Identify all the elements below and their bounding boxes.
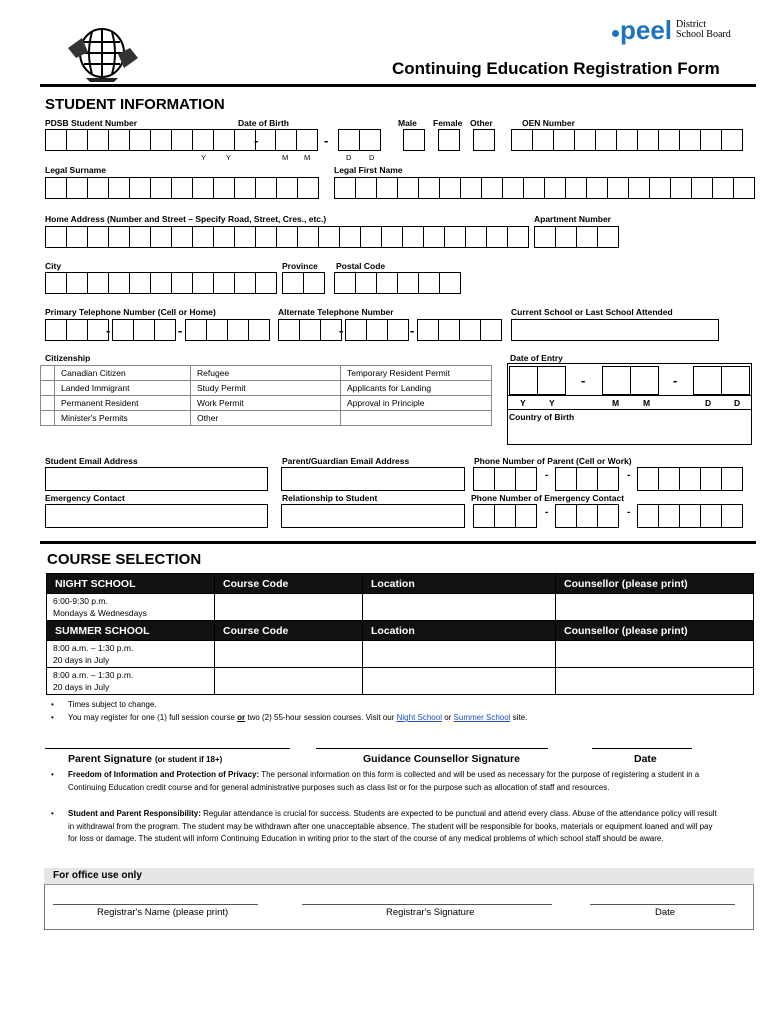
- surname-label: Legal Surname: [45, 165, 106, 175]
- relationship-label: Relationship to Student: [282, 493, 378, 503]
- phone-prefix-input[interactable]: [112, 319, 175, 341]
- dash: -: [545, 507, 549, 518]
- summer-time: 8:00 a.m. – 1:30 p.m.: [53, 643, 134, 653]
- citizenship-option: Work Permit: [191, 396, 341, 411]
- firstname-label: Legal First Name: [334, 165, 403, 175]
- oen-number-input[interactable]: [511, 129, 742, 151]
- parent-email-label: Parent/Guardian Email Address: [282, 456, 410, 466]
- student-section-title: STUDENT INFORMATION: [45, 96, 225, 113]
- emergency-phone-prefix-input[interactable]: [555, 504, 618, 528]
- parent-email-input[interactable]: [281, 467, 465, 491]
- entry-month-input[interactable]: [602, 366, 658, 395]
- address-label: Home Address (Number and Street – Specify Road, Street, Cres., etc.): [45, 214, 327, 224]
- parent-signature-line[interactable]: [45, 748, 290, 749]
- citizenship-option: Canadian Citizen: [55, 366, 191, 381]
- dash: -: [106, 323, 111, 338]
- office-date-line[interactable]: [590, 904, 735, 905]
- citizenship-row: [41, 366, 492, 381]
- phone-label: Primary Telephone Number (Cell or Home): [45, 307, 216, 317]
- city-label: City: [45, 261, 62, 271]
- parent-sig-text: Parent Signature: [68, 753, 153, 765]
- student-email-input[interactable]: [45, 467, 268, 491]
- counsellor-input[interactable]: [556, 668, 754, 695]
- entry-d-hint: D: [705, 398, 712, 408]
- dob-d-hint: D: [369, 153, 375, 162]
- country-rule: [507, 409, 752, 410]
- citizenship-row: [41, 396, 492, 411]
- emergency-contact-input[interactable]: [45, 504, 268, 528]
- other-label: Other: [470, 118, 493, 128]
- citizenship-table: [40, 365, 492, 426]
- legal-first-name-input[interactable]: [334, 177, 754, 199]
- col-course-code: Course Code: [215, 574, 363, 594]
- parent-sig-note: (or student if 18+): [154, 755, 223, 764]
- registrar-name-label: Registrar's Name (please print): [97, 907, 229, 918]
- peel-logo: [612, 16, 731, 44]
- form-title: Continuing Education Registration Form: [392, 59, 720, 78]
- privacy-title: Freedom of Information and Protection of Privacy:: [68, 770, 260, 779]
- postal-code-input[interactable]: [334, 272, 460, 294]
- dob-d-hint: D: [346, 153, 352, 162]
- alt-phone-area-input[interactable]: [278, 319, 344, 341]
- note-or: or: [237, 713, 246, 722]
- school-label: Current School or Last School Attended: [511, 307, 673, 317]
- responsibility-paragraph: • Student and Parent Responsibility: Regular attendance is crucial for success. Students are expected to be punctual and attend every class. Abuse of the attendance policy will result in withdrawal from the program. The student may be withdrawn after one unacceptable absence. The student will be responsible for books, materials or equipment loaned and will pay for loss or damage. The student will inform Continuing Education in writing prior to the start of the course of any medical problems of which school staff should be aware.: [51, 809, 717, 844]
- alt-phone-line-input[interactable]: [417, 319, 501, 341]
- note-text: or: [441, 713, 454, 722]
- night-time: 6:00-9:30 p.m.: [53, 596, 108, 606]
- responsibility-text: Regular attendance is crucial for success. Students are expected to be punctual and attend every class. Abuse of the attendance policy will result in withdrawal from the program. The student may be withdrawn after one unacceptable absence. The student will be responsible for books, materials or equipment loaned and will pay for loss or damage. The student will inform Continuing Education in writing prior to the start of the course of any medical problems of which school staff should be aware.: [68, 809, 717, 844]
- note-text: site.: [510, 713, 528, 722]
- country-label: Country of Birth: [509, 412, 575, 422]
- dob-day-input[interactable]: [338, 129, 380, 151]
- brand-sub1: District: [676, 19, 707, 30]
- counsellor-input[interactable]: [556, 594, 754, 621]
- col-location: Location: [363, 574, 556, 594]
- date-line[interactable]: [592, 748, 692, 749]
- title-rule: [40, 84, 756, 87]
- citizenship-option: Applicants for Landing: [341, 381, 492, 396]
- summer-days: 20 days in July: [53, 655, 110, 665]
- course-code-input[interactable]: [215, 641, 363, 668]
- entry-day-input[interactable]: [693, 366, 749, 395]
- registrar-signature-line[interactable]: [302, 904, 552, 905]
- location-input[interactable]: [363, 594, 556, 621]
- citizenship-row: [41, 381, 492, 396]
- entry-m-hint: M: [612, 398, 620, 408]
- parent-signature-label: [68, 753, 222, 765]
- pdsb-number-input[interactable]: [45, 129, 192, 151]
- postal-label: Postal Code: [336, 261, 386, 271]
- night-school-header: NIGHT SCHOOL: [47, 574, 215, 594]
- oen-label: OEN Number: [522, 118, 575, 128]
- office-use-header: [44, 868, 754, 885]
- alt-phone-prefix-input[interactable]: [345, 319, 408, 341]
- relationship-input[interactable]: [281, 504, 465, 528]
- entry-y-hint: Y: [520, 398, 526, 408]
- citizenship-checkbox[interactable]: [41, 366, 55, 381]
- privacy-paragraph: • Freedom of Information and Protection of Privacy: The personal information on this form is collected and will be used as necessary for the purpose of registering a student in a Continuing Education credit course and for general administrative purposes such as class list or for the purpose such as allocation of staff and resources.: [51, 770, 700, 792]
- col-counsellor: Counsellor (please print): [556, 574, 754, 594]
- email-label: Student Email Address: [45, 456, 138, 466]
- male-checkbox[interactable]: [403, 129, 424, 151]
- entry-hint-rule: [507, 395, 752, 396]
- guidance-signature-line[interactable]: [316, 748, 548, 749]
- registrar-name-line[interactable]: [53, 904, 258, 905]
- dash: -: [324, 133, 329, 148]
- citizenship-option: Other: [191, 411, 341, 426]
- dob-label: Date of Birth: [238, 118, 289, 128]
- location-input[interactable]: [363, 668, 556, 695]
- citizenship-option: [341, 411, 492, 426]
- phone-line-input[interactable]: [185, 319, 269, 341]
- citizenship-option: Permanent Resident: [55, 396, 191, 411]
- parent-phone-line-input[interactable]: [637, 467, 742, 491]
- dash: -: [627, 470, 631, 481]
- citizenship-checkbox[interactable]: [41, 381, 55, 396]
- citizenship-label: Citizenship: [45, 353, 91, 363]
- responsibility-title: Student and Parent Responsibility:: [68, 809, 201, 818]
- dob-y-hint: Y: [226, 153, 232, 162]
- summer-school-link[interactable]: Summer School: [453, 713, 511, 722]
- section-rule: [40, 541, 756, 544]
- legal-surname-input[interactable]: [45, 177, 318, 199]
- note-text: two (2) 55-hour session courses. Visit our: [245, 713, 397, 722]
- parent-phone-prefix-input[interactable]: [555, 467, 618, 491]
- citizenship-option: Refugee: [191, 366, 341, 381]
- apt-label: Apartment Number: [534, 214, 611, 224]
- registrar-signature-label: Registrar's Signature: [386, 907, 475, 918]
- peel-dot-icon: [612, 30, 619, 37]
- dash: -: [581, 373, 586, 388]
- note-register: • You may register for one (1) full session course or two (2) 55-hour session courses. Visit our Night School or Summer School site.: [51, 713, 528, 722]
- province-label: Province: [282, 261, 318, 271]
- female-checkbox[interactable]: [438, 129, 459, 151]
- course-code-input[interactable]: [215, 594, 363, 621]
- dash: -: [673, 373, 678, 388]
- other-checkbox[interactable]: [473, 129, 494, 151]
- brand-sub2: School Board: [676, 29, 731, 40]
- pdsb-label: PDSB Student Number: [45, 118, 138, 128]
- course-table: [46, 573, 754, 695]
- summer-time: 8:00 a.m. – 1:30 p.m.: [53, 670, 134, 680]
- peel-wordmark: peel: [620, 15, 673, 45]
- col-course-code: Course Code: [215, 621, 363, 641]
- summer-course-row: [47, 641, 754, 668]
- citizenship-option: Minister's Permits: [55, 411, 191, 426]
- col-location: Location: [363, 621, 556, 641]
- province-input[interactable]: [282, 272, 324, 294]
- counsellor-input[interactable]: [556, 641, 754, 668]
- office-use-title: For office use only: [53, 870, 142, 881]
- dash: -: [410, 323, 415, 338]
- date-label: Date: [634, 753, 657, 765]
- dob-month-input[interactable]: [275, 129, 317, 151]
- course-section-title: COURSE SELECTION: [47, 551, 202, 568]
- course-code-input[interactable]: [215, 668, 363, 695]
- parent-phone-label: Phone Number of Parent (Cell or Work): [474, 456, 632, 466]
- emergency-label: Emergency Contact: [45, 493, 125, 503]
- dash: -: [254, 133, 259, 148]
- entry-y-hint: Y: [549, 398, 555, 408]
- note-text: You may register for one (1) full session course: [68, 713, 238, 722]
- summer-course-row: [47, 668, 754, 695]
- dash: -: [178, 323, 183, 338]
- citizenship-option: Study Permit: [191, 381, 341, 396]
- dob-m-hint: M: [282, 153, 289, 162]
- current-school-input[interactable]: [511, 319, 719, 341]
- phone-area-input[interactable]: [45, 319, 111, 341]
- night-course-row: [47, 594, 754, 621]
- citizenship-option: Approval in Principle: [341, 396, 492, 411]
- entry-d-hint: D: [734, 398, 741, 408]
- citizenship-checkbox[interactable]: [41, 396, 55, 411]
- country-of-birth-input[interactable]: [507, 424, 752, 445]
- summer-schedule: [47, 668, 215, 695]
- citizenship-option: Landed Immigrant: [55, 381, 191, 396]
- dash: -: [339, 323, 344, 338]
- citizenship-option: Temporary Resident Permit: [341, 366, 492, 381]
- summer-schedule: [47, 641, 215, 668]
- emergency-phone-area-input[interactable]: [473, 504, 536, 528]
- apartment-input[interactable]: [534, 226, 618, 248]
- male-label: Male: [398, 118, 417, 128]
- night-school-link[interactable]: Night School: [396, 713, 442, 722]
- summer-school-header: SUMMER SCHOOL: [47, 621, 215, 641]
- night-schedule: [47, 594, 215, 621]
- emergency-phone-label: Phone Number of Emergency Contact: [471, 493, 625, 503]
- entry-m-hint: M: [643, 398, 651, 408]
- privacy-text: The personal information on this form is collected and will be used as necessary for the purpose of registering a student in a Continuing Education credit course and for general administrative purposes such as class list or for the purpose such as allocation of staff and resources.: [68, 770, 700, 792]
- night-days: Mondays & Wednesdays: [53, 608, 147, 618]
- office-date-label: Date: [655, 907, 676, 918]
- night-header-row: [47, 574, 754, 594]
- entry-year-input[interactable]: [509, 366, 565, 395]
- dob-y-hint: Y: [201, 153, 207, 162]
- emergency-phone-line-input[interactable]: [637, 504, 742, 528]
- dob-m-hint: M: [304, 153, 311, 162]
- note-times-text: Times subject to change.: [68, 700, 157, 709]
- school-globe-logo: [64, 18, 142, 84]
- dash: -: [627, 507, 631, 518]
- summer-days: 20 days in July: [53, 682, 110, 692]
- female-label: Female: [433, 118, 463, 128]
- entry-label: Date of Entry: [510, 353, 563, 363]
- location-input[interactable]: [363, 641, 556, 668]
- dob-year-input[interactable]: [192, 129, 276, 151]
- alt-phone-label: Alternate Telephone Number: [278, 307, 394, 317]
- dash: -: [545, 470, 549, 481]
- col-counsellor: Counsellor (please print): [556, 621, 754, 641]
- parent-phone-area-input[interactable]: [473, 467, 536, 491]
- note-times: • Times subject to change.: [51, 700, 157, 709]
- city-input[interactable]: [45, 272, 276, 294]
- citizenship-checkbox[interactable]: [41, 411, 55, 426]
- citizenship-row: [41, 411, 492, 426]
- summer-header-row: [47, 621, 754, 641]
- home-address-input[interactable]: [45, 226, 528, 248]
- guidance-signature-label: Guidance Counsellor Signature: [363, 753, 520, 765]
